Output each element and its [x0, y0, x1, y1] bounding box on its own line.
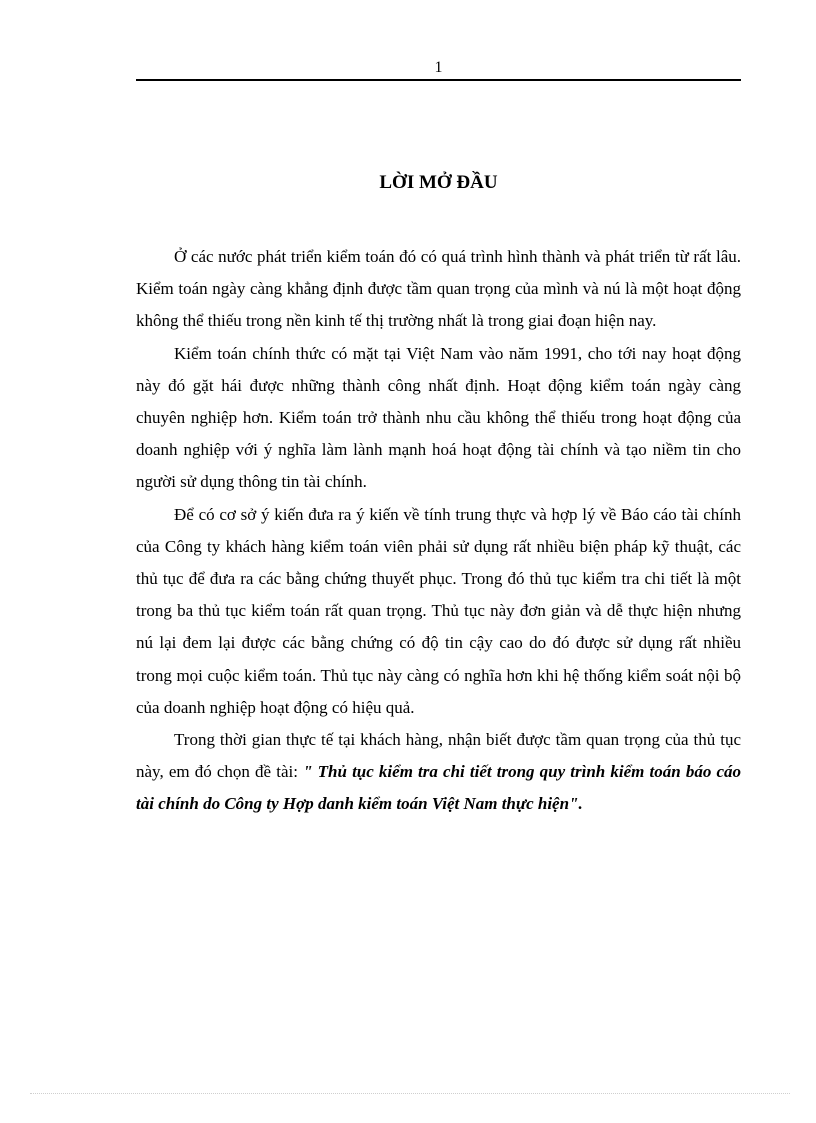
- footer-rule: [30, 1093, 790, 1094]
- header-rule: [136, 79, 741, 81]
- paragraph-4-intro: Trong thời gian thực tế tại khách hàng, nhận biết được tầm quan trọng của thủ tục này, em đó chọn đề tài:: [136, 730, 741, 782]
- page-number: 1: [434, 59, 443, 76]
- document-title: LỜI MỞ ĐẦU: [379, 172, 498, 193]
- document-body: [136, 241, 741, 821]
- paragraph-4: [136, 724, 741, 821]
- paragraph-2: Kiểm toán chính thức có mặt tại Việt Nam vào năm 1991, cho tới nay hoạt động này đó gặt hái được những thành công nhất định. Hoạt động kiểm toán ngày càng chuyên nghiệp hơn. Kiểm toán trở thành nhu cầu không thể thiếu trong hoạt động của doanh nghiệp với ý nghĩa làm lành mạnh hoá hoạt động tài chính và tạo niềm tin cho người sử dụng thông tin tài chính.: [136, 343, 741, 492]
- thesis-topic: " Thủ tục kiểm tra chi tiết trong quy trình kiểm toán báo cáo tài chính do Công ty Hợp danh kiểm toán Việt Nam thực hiện".: [136, 762, 742, 814]
- paragraph-1: Ở các nước phát triển kiểm toán đó có quá trình hình thành và phát triển từ rất lâu. Kiểm toán ngày càng khẳng định được tầm quan trọng của mình và nú là một hoạt động không thể thiếu trong nền kinh tế thị trường nhất là trong giai đoạn hiện nay.: [136, 247, 741, 331]
- paragraph-3: Để có cơ sở ý kiến đưa ra ý kiến về tính trung thực và hợp lý về Báo cáo tài chính của Công ty khách hàng kiểm toán viên phải sử dụng rất nhiều biện pháp kỹ thuật, các thủ tục để đưa ra các bằng chứng thuyết phục. Trong đó thủ tục kiểm tra chi tiết là một trong ba thủ tục kiểm toán rất quan trọng. Thủ tục này đơn giản và dễ thực hiện nhưng nú lại đem lại được các bằng chứng có độ tin cậy cao do đó được sử dụng rất nhiều trong mọi cuộc kiểm toán. Thủ tục này càng có nghĩa hơn khi hệ thống kiểm soát nội bộ của doanh nghiệp hoạt động có hiệu quả.: [136, 504, 741, 717]
